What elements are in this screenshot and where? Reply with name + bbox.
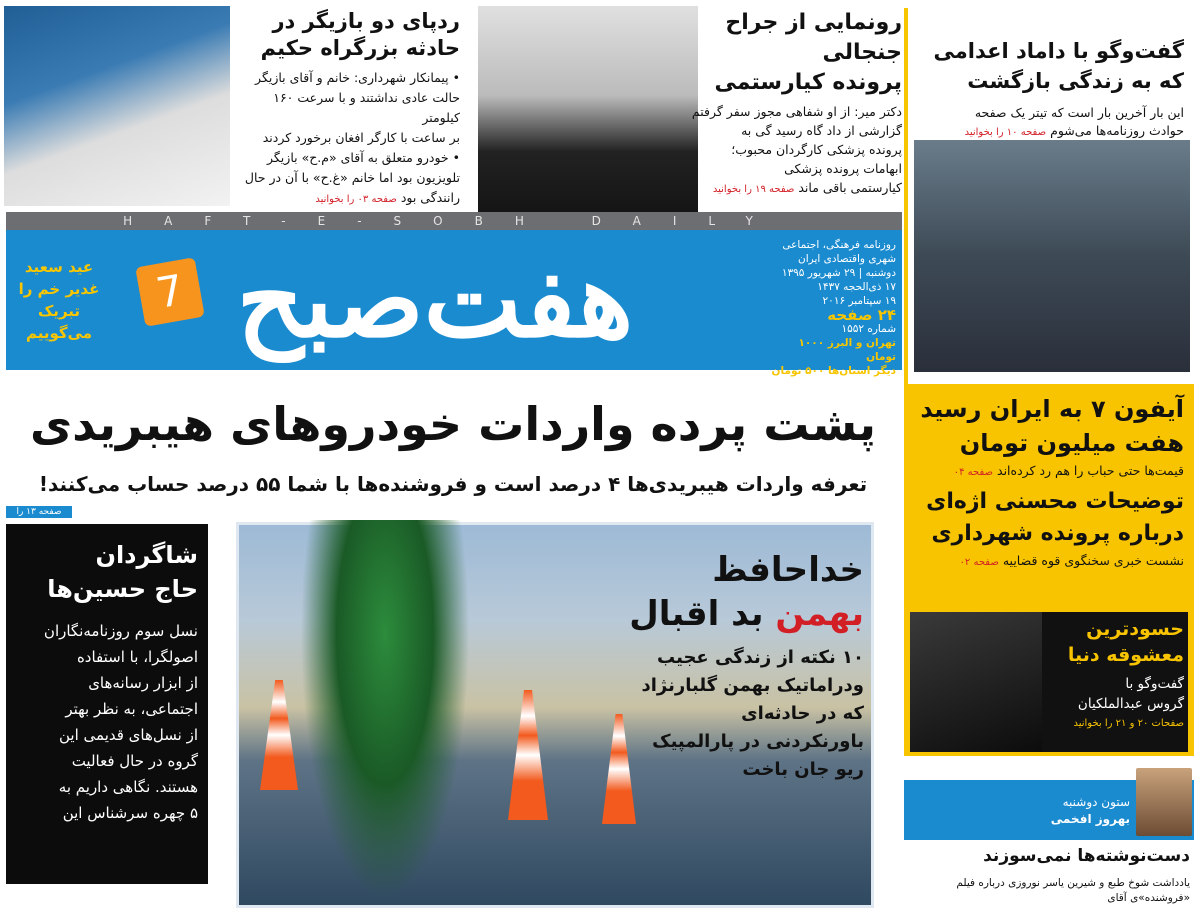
issue-number: شماره ۱۵۵۲	[841, 323, 896, 335]
page-ref: صفحات ۲۰ و ۲۱ را بخوانید	[1073, 718, 1184, 729]
masthead-band: HAFT-E-SOBH DAILY	[6, 212, 902, 230]
page-ref: صفحه ۱۰ را بخوانید	[964, 127, 1047, 138]
story-title: شاگردان حاج حسین‌ها	[47, 541, 198, 603]
couple-photo	[914, 140, 1190, 372]
iphone-headline[interactable]: آیفون ۷ به ایران رسید هفت میلیون تومان	[920, 395, 1184, 457]
column-sub: یادداشت شوخ طبع و شیرین یاسر نوروزی درباره فیلم «فروشنده»ی آقای	[956, 877, 1190, 904]
story-body: دکتر میر: از او شفاهی مجوز سفر گرفتم گزارشی از داد گاه رسید گی به پرونده پزشکی کارگردان محبوب؛ ابهامات پرونده پزشکی کیارستمی باقی ماند صفحه ۱۹ را بخوانید	[691, 104, 902, 195]
story-body: این بار آخرین بار است که تیتر یک صفحه حوادث روزنامه‌ها می‌شوم صفحه ۱۰ را بخوانید	[964, 105, 1184, 138]
main-headline[interactable]: پشت پرده واردات خودروهای هیبریدی	[30, 397, 876, 451]
story-body: گفت‌وگو با گروس عبدالملکیان صفحات ۲۰ و ۲۱ را بخوانید	[1044, 674, 1184, 734]
accident-photo	[4, 6, 230, 206]
price-other: دیگر استان‌ها ۵۰۰ تومان	[771, 365, 896, 377]
masthead-info: روزنامه فرهنگی، اجتماعی شهری واقتصادی ایران دوشنبه | ۲۹ شهریور ۱۳۹۵ ۱۷ ذی‌الحجه ۱۴۳۷ ۱۹ سپتامبر ۲۰۱۶ ۲۴ صفحه شماره ۱۵۵۲ تهران و البرز ۱۰۰۰ تومان دیگر استان‌ها ۵۰۰ تومان	[766, 238, 896, 378]
main-subheadline: تعرفه واردات هیبریدی‌ها ۴ درصد است و فروشنده‌ها با شما ۵۵ درصد حساب می‌کنند!	[38, 472, 868, 496]
story-title: ردپای دو بازیگر در حادثه بزرگراه حکیم	[260, 9, 460, 60]
story-title: حسودترین معشوقه دنیا	[1067, 618, 1184, 666]
page-ref: صفحه ۰۳ را بخوانید	[315, 194, 397, 205]
top-mid-story[interactable]	[640, 8, 902, 208]
price-tehran: تهران و البرز ۱۰۰۰ تومان	[798, 337, 896, 363]
headline-page-ref[interactable]: صفحه ۱۳ را	[6, 506, 72, 518]
iphone-sub: قیمت‌ها حتی حباب را هم رد کرده‌اند صفحه ۰۴	[953, 463, 1184, 478]
column-title[interactable]: دست‌نوشته‌ها نمی‌سوزند	[983, 846, 1190, 866]
mohseni-sub: نشست خبری سخنگوی قوه قضاییه صفحه ۰۲	[959, 553, 1184, 568]
top-left-story[interactable]	[234, 8, 460, 208]
story-body: نسل سوم روزنامه‌نگاران اصولگرا، با استفاده از ابزار رسانه‌های اجتماعی، به نظر بهتر از نسل‌های قدیمی این گروه در حال فعالیت هستند. نگاهی داریم به ۵ چهره سرشناس این	[43, 622, 198, 822]
newspaper-logo[interactable]: هفت‌صبح	[236, 238, 634, 361]
page-count: ۲۴ صفحه	[827, 306, 896, 324]
story-title: رونمایی از جراح جنجالی پرونده کیارستمی	[714, 10, 902, 95]
cyclist-figure	[300, 520, 470, 900]
columnist-photo	[1136, 768, 1192, 836]
story-title: خداحافظ بهمن بد اقبال	[629, 550, 864, 634]
story-title: گفت‌وگو با داماد اعدامی که به زندگی بازگشت	[933, 39, 1184, 93]
mohseni-headline[interactable]: توضیحات محسنی اژه‌ای درباره پرونده شهرداری	[926, 489, 1184, 546]
column-label: ستون دوشنبه بهروز افخمی	[1050, 795, 1130, 826]
singer-story	[1044, 616, 1184, 748]
eid-greeting: عید سعید غدیر خم را تبریک می‌گوییم	[18, 258, 100, 342]
singer-photo	[910, 612, 1042, 752]
logo-seven-icon: 7	[135, 257, 205, 327]
black-column-story[interactable]	[6, 524, 208, 884]
page-ref: صفحه ۱۹ را بخوانید	[712, 184, 795, 195]
photo-story[interactable]	[610, 548, 864, 784]
story-body: ۱۰ نکته از زندگی عجیب ودراماتیک بهمن گلبارنژاد که در حادثه‌ای باورنکردنی در پارالمپیک ریو جان باخت	[641, 647, 864, 780]
story-body: • پیمانکار شهرداری: خانم و آقای بازیگر حالت عادی نداشتند و با سرعت ۱۶۰ کیلومتر بر ساعت با کارگر افغان برخورد کردند • خودرو متعلق به آقای «م.ح» بازیگر تلویزیون بود اما خانم «غ.ح» با آن در حال رانندگی بود صفحه ۰۳ را بخوانید	[244, 70, 460, 205]
